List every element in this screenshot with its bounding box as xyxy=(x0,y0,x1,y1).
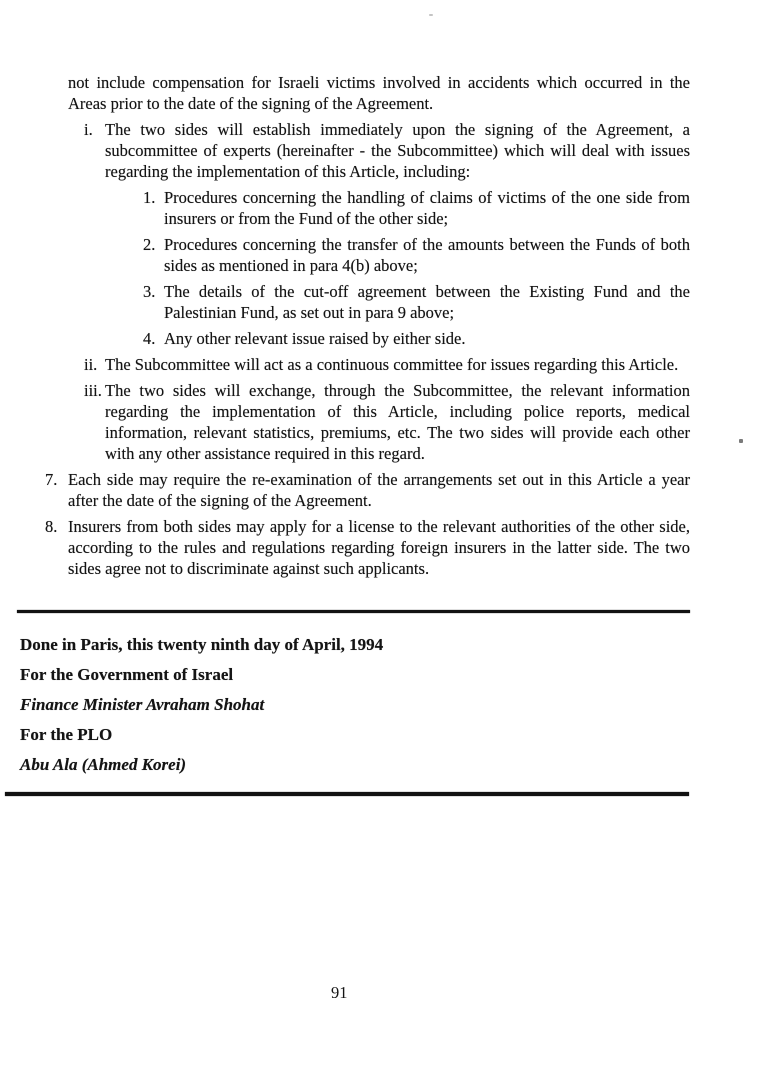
sub-item-3 xyxy=(143,281,690,323)
main-item-8-text: Insurers from both sides may apply for a license to the relevant authorities of the other side, according to the rules and regulations regarding foreign insurers in the latter side. The two sides agree not to discriminate against such applicants. xyxy=(68,517,690,578)
main-item-8 xyxy=(45,516,690,579)
main-item-7-text: Each side may require the re-examination of the arrangements set out in this Article a year after the date of the signing of the Agreement. xyxy=(68,470,690,510)
scan-artifact-dot xyxy=(739,439,743,443)
signature-israel-label: For the Government of Israel xyxy=(20,665,234,684)
clause-ii xyxy=(84,354,690,375)
main-item-7-marker: 7. xyxy=(45,470,58,489)
main-item-7 xyxy=(45,469,690,511)
sub-item-3-marker: 3. xyxy=(143,282,156,301)
signature-block xyxy=(20,634,670,784)
sub-item-1-text: Procedures concerning the handling of claims of victims of the one side from insurers or from the Fund of the other side; xyxy=(164,188,690,228)
signature-place-date: Done in Paris, this twenty ninth day of April, 1994 xyxy=(20,635,384,654)
clause-i-text: The two sides will establish immediately upon the signing of the Agreement, a subcommittee of experts (hereinafter - the Subcommittee) which will deal with issues regarding the implementation of this Article, including: xyxy=(105,120,690,181)
sub-item-1-marker: 1. xyxy=(143,188,156,207)
page-number: 91 xyxy=(331,983,348,1002)
clause-iii-text: The two sides will exchange, through the Subcommittee, the relevant information regarding the implementation of this Article, including police reports, medical information, relevant statistics, premiums, etc. The two sides will provide each other with any other assistance required in this regard. xyxy=(105,381,690,463)
clause-i-marker: i. xyxy=(84,120,93,139)
document-body xyxy=(45,72,690,584)
signature-plo-signatory: Abu Ala (Ahmed Korei) xyxy=(20,755,187,774)
clause-ii-marker: ii. xyxy=(84,355,98,374)
main-item-8-marker: 8. xyxy=(45,517,58,536)
separator-line-top xyxy=(17,610,690,613)
sub-item-2-text: Procedures concerning the transfer of the amounts between the Funds of both sides as mentioned in para 4(b) above; xyxy=(164,235,690,275)
clause-ii-text: The Subcommittee will act as a continuous committee for issues regarding this Article. xyxy=(105,355,679,374)
sub-item-3-text: The details of the cut-off agreement between the Existing Fund and the Palestinian Fund, as set out in para 9 above; xyxy=(164,282,690,322)
paragraph-continuation: not include compensation for Israeli victims involved in accidents which occurred in the Areas prior to the date of the signing of the Agreement. xyxy=(68,73,690,113)
sub-item-4-marker: 4. xyxy=(143,329,156,348)
sub-item-1 xyxy=(143,187,690,229)
clause-i xyxy=(84,119,690,182)
sub-item-4-text: Any other relevant issue raised by either side. xyxy=(164,329,466,348)
clause-iii-marker: iii. xyxy=(84,381,102,400)
sub-item-2-marker: 2. xyxy=(143,235,156,254)
sub-item-2 xyxy=(143,234,690,276)
separator-line-bottom xyxy=(5,792,689,796)
scan-artifact-dot xyxy=(429,14,433,16)
sub-item-4 xyxy=(143,328,690,349)
signature-plo-label: For the PLO xyxy=(20,725,113,744)
signature-israel-signatory: Finance Minister Avraham Shohat xyxy=(20,695,265,714)
clause-iii xyxy=(84,380,690,464)
